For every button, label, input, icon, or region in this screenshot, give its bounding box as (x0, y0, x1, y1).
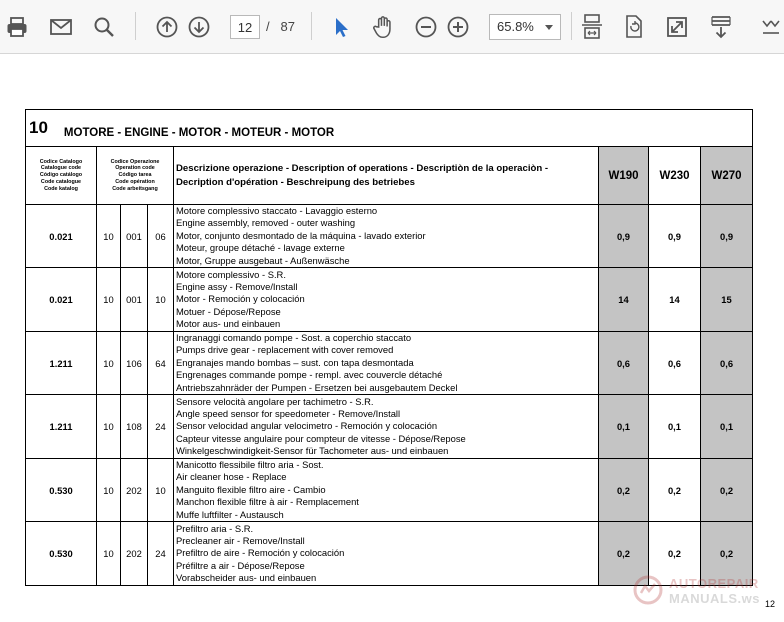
toolbar-separator (571, 12, 572, 40)
description-header (174, 147, 599, 205)
hand-tool-icon[interactable] (368, 12, 398, 42)
description-line: Motor - Remoción y colocación (176, 293, 305, 305)
description-line: Moteur, groupe détaché - lavage externe (176, 242, 345, 254)
operation-group-cell: 10 (97, 268, 121, 332)
operation-code-cell: 108 (121, 395, 148, 459)
description-line: Manguito flexible filtro aire - Cambio (176, 483, 326, 495)
operation-code-cell: 202 (121, 522, 148, 586)
document-page (25, 109, 753, 586)
operation-group-cell: 10 (97, 332, 121, 395)
rotate-page-icon[interactable] (619, 12, 649, 42)
description-line: Motor, Gruppe ausgebaut - Außenwäsche (176, 254, 350, 266)
operation-variant-cell: 24 (148, 522, 174, 586)
time-w190-cell: 0,9 (599, 205, 649, 268)
description-line: Sensore velocità angolare per tachimetro - S.R. (176, 395, 374, 407)
catalog-code-label: Code katalog (44, 185, 78, 192)
operation-code-label: Code opération (115, 178, 155, 185)
operation-group-cell: 10 (97, 459, 121, 522)
print-icon[interactable] (2, 12, 32, 42)
description-line: Engrenages commande pompe - rempl. avec couvercle détaché (176, 369, 443, 381)
table-row (26, 459, 753, 522)
operation-variant-cell: 06 (148, 205, 174, 268)
operation-variant-cell: 10 (148, 268, 174, 332)
time-w190-cell: 0,1 (599, 395, 649, 459)
catalog-code-label: Code catalogue (40, 178, 82, 185)
watermark-logo-icon (632, 574, 664, 606)
description-line: Capteur vitesse angulaire pour compteur de vitesse - Dépose/Repose (176, 432, 466, 444)
zoom-level-value: 65.8% (497, 19, 534, 34)
time-w190-cell: 0,6 (599, 332, 649, 395)
search-icon[interactable] (89, 12, 119, 42)
description-line: Winkelgeschwindigkeit-Sensor für Tachometer aus- und einbauen (176, 445, 449, 457)
description-line: Préfiltre a air - Dépose/Repose (176, 559, 305, 571)
description-line: Manicotto flessibile filtro aria - Sost. (176, 459, 324, 471)
select-cursor-icon[interactable] (326, 12, 356, 42)
description-line: Motor aus- und einbauen (176, 318, 281, 330)
table-body (26, 205, 753, 586)
description-line: Motore complessivo - S.R. (176, 268, 286, 280)
operation-code-cell: 106 (121, 332, 148, 395)
download-icon[interactable] (706, 12, 736, 42)
catalog-code-cell: 1.211 (26, 395, 97, 459)
section-header (26, 110, 753, 147)
description-line: Muffe luftfilter - Austausch (176, 508, 284, 520)
catalog-code-label: Catalogue code (40, 165, 82, 172)
operation-code-label: Código tarea (118, 172, 152, 179)
section-header-row (26, 110, 753, 147)
description-cell (174, 395, 599, 459)
time-w270-cell: 15 (701, 268, 753, 332)
time-w270-cell: 0,2 (701, 522, 753, 586)
page-number-footer: 12 (764, 599, 775, 609)
catalog-code-label: Código catálogo (39, 172, 83, 179)
description-line: Engranajes mando bombas – sust. con tapa desmontada (176, 356, 414, 368)
description-line: Sensor velocidad angular velocimetro - Remoción y colocación (176, 420, 438, 432)
operation-code-cell: 202 (121, 459, 148, 522)
time-w230-cell: 0,2 (649, 522, 701, 586)
time-w190-cell: 0,2 (599, 459, 649, 522)
table-row (26, 395, 753, 459)
page-total (266, 15, 295, 39)
time-w230-cell: 0,2 (649, 459, 701, 522)
table-row (26, 268, 753, 332)
column-header-row (26, 147, 753, 205)
time-w270-cell: 0,9 (701, 205, 753, 268)
page-total-count: 87 (280, 19, 295, 34)
operation-group-cell: 10 (97, 205, 121, 268)
catalog-code-cell: 0.021 (26, 205, 97, 268)
description-line: Pumps drive gear - replacement with cover removed (176, 344, 394, 356)
zoom-level-select[interactable] (489, 14, 561, 40)
operation-group-cell: 10 (97, 522, 121, 586)
description-cell (174, 522, 599, 586)
time-w270-cell: 0,6 (701, 332, 753, 395)
description-line: Engine assy - Remove/Install (176, 280, 298, 292)
email-icon[interactable] (46, 12, 76, 42)
watermark-text-2: MANUALS.ws (669, 591, 760, 606)
time-w230-cell: 0,1 (649, 395, 701, 459)
model-header-w270: W270 (701, 147, 753, 205)
description-cell (174, 268, 599, 332)
labor-time-table (25, 109, 753, 586)
watermark (632, 574, 772, 608)
time-w270-cell: 0,1 (701, 395, 753, 459)
catalog-code-cell: 0.530 (26, 522, 97, 586)
description-header-line: Decription d'opération - Beschreipung des betriebes (176, 176, 415, 188)
section-title: MOTORE - ENGINE - MOTOR - MOTEUR - MOTOR (63, 127, 335, 139)
previous-page-icon[interactable] (152, 12, 182, 42)
description-line: Prefiltro de aire - Remoción y colocación (176, 547, 345, 559)
description-cell (174, 332, 599, 395)
fullscreen-icon[interactable] (662, 12, 692, 42)
catalog-code-cell: 0.021 (26, 268, 97, 332)
time-w230-cell: 0,9 (649, 205, 701, 268)
toolbar-separator (135, 12, 136, 40)
fit-page-icon[interactable] (577, 12, 607, 42)
more-tools-icon[interactable] (756, 12, 784, 42)
catalog-code-cell: 0.530 (26, 459, 97, 522)
time-w190-cell: 14 (599, 268, 649, 332)
description-line: Antriebszahnräder der Pumpen - Ersetzen bei ausgebautem Deckel (176, 381, 458, 393)
model-header-w230: W230 (649, 147, 701, 205)
time-w270-cell: 0,2 (701, 459, 753, 522)
next-page-icon[interactable] (184, 12, 214, 42)
description-line: Manchon flexible filtre à air - Remplacement (176, 496, 359, 508)
operation-code-cell: 001 (121, 268, 148, 332)
description-line: Angle speed sensor for speedometer - Remove/Install (176, 407, 401, 419)
description-line: Ingranaggi comando pompe - Sost. a coperchio staccato (176, 332, 412, 344)
page-separator: / (266, 19, 270, 34)
description-cell (174, 205, 599, 268)
description-header-line: Descrizione operazione - Description of operations - Descriptiòn de la operaciòn - (176, 162, 549, 174)
description-line: Motuer - Dépose/Repose (176, 305, 281, 317)
toolbar-separator (311, 12, 312, 40)
catalog-code-cell: 1.211 (26, 332, 97, 395)
operation-variant-cell: 10 (148, 459, 174, 522)
operation-code-cell: 001 (121, 205, 148, 268)
section-number: 10 (29, 118, 48, 137)
model-header-w190: W190 (599, 147, 649, 205)
operation-code-label: Code arbeitsgang (112, 185, 158, 192)
watermark-text-1: AUTOREPAIR (669, 576, 759, 591)
table-row (26, 205, 753, 268)
catalog-code-header (26, 147, 97, 205)
page-number-input[interactable]: 12 (230, 15, 260, 39)
operation-code-label: Operation code (115, 165, 155, 172)
description-line: Motore complessivo staccato - Lavaggio esterno (176, 205, 378, 216)
operation-variant-cell: 24 (148, 395, 174, 459)
operation-code-header (97, 147, 174, 205)
table-row (26, 332, 753, 395)
description-line: Vorabscheider aus- und einbauen (176, 572, 317, 584)
zoom-in-icon[interactable] (443, 12, 473, 42)
description-cell (174, 459, 599, 522)
description-line: Precleaner air - Remove/Install (176, 534, 305, 546)
operation-group-cell: 10 (97, 395, 121, 459)
time-w230-cell: 14 (649, 268, 701, 332)
description-line: Prefiltro aria - S.R. (176, 522, 254, 534)
description-line: Motor, conjunto desmontado de la máquina - lavado exterior (176, 229, 426, 241)
time-w190-cell: 0,2 (599, 522, 649, 586)
zoom-out-icon[interactable] (411, 12, 441, 42)
pdf-toolbar (0, 0, 784, 54)
operation-variant-cell: 64 (148, 332, 174, 395)
description-line: Engine assembly, removed - outer washing (176, 217, 356, 229)
time-w230-cell: 0,6 (649, 332, 701, 395)
chevron-down-icon (545, 25, 553, 30)
operation-code-label: Codice Operazione (110, 158, 160, 165)
description-line: Air cleaner hose - Replace (176, 471, 287, 483)
catalog-code-label: Codice Catalogo (39, 158, 83, 165)
